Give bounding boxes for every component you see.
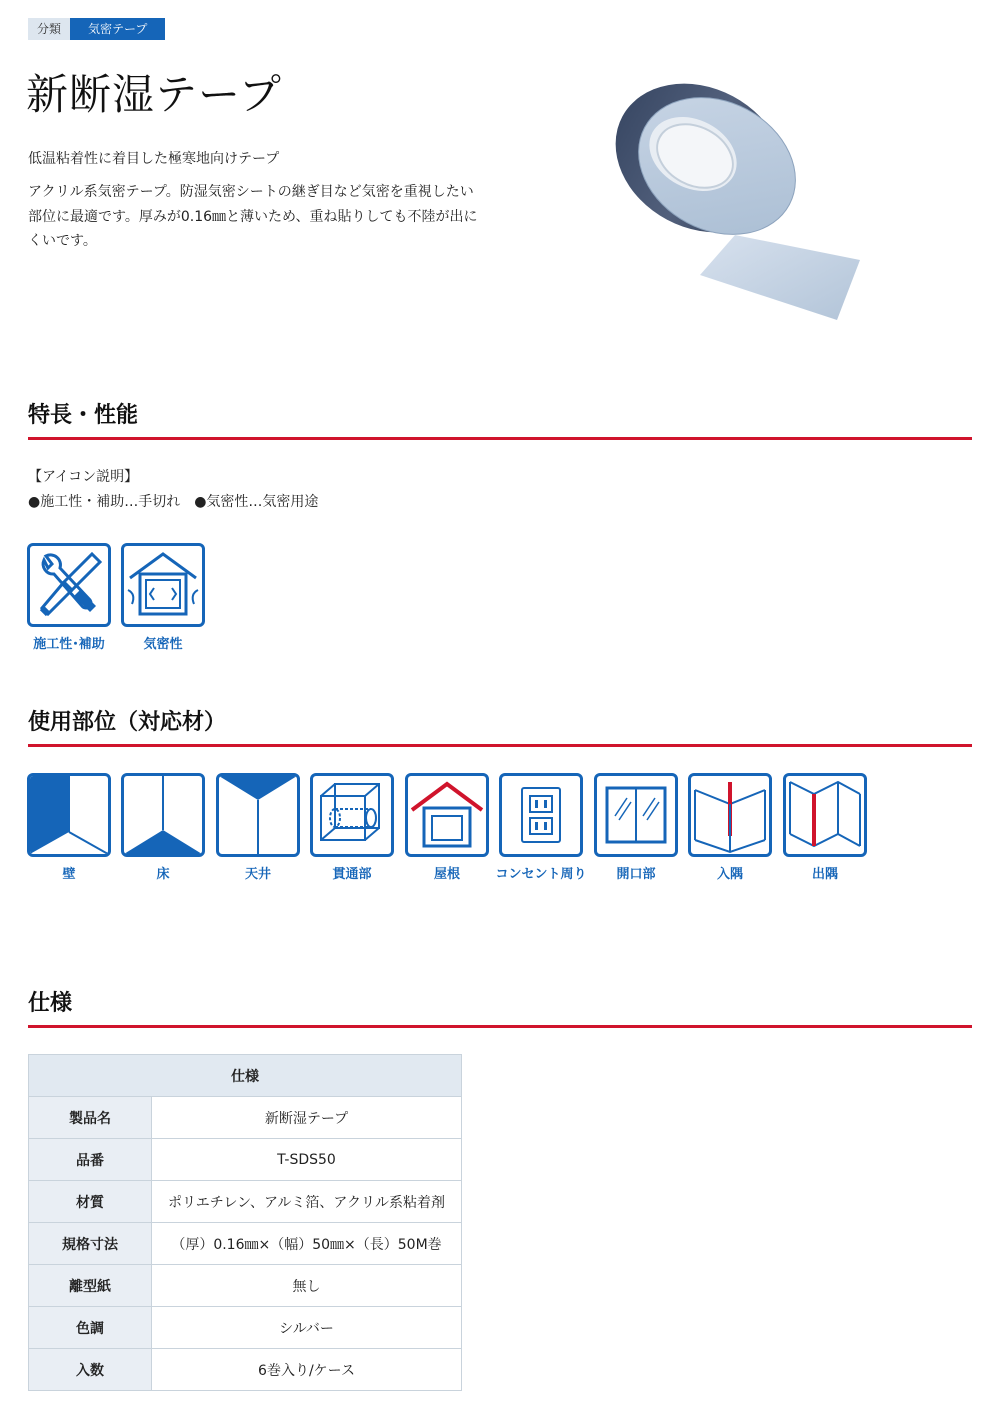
spec-value: 無し: [152, 1265, 462, 1307]
product-image: [605, 70, 870, 325]
table-row: [29, 1181, 462, 1223]
spec-value: （厚）0.16㎜×（幅）50㎜×（長）50M巻: [152, 1223, 462, 1265]
product-tagline: 低温粘着性に着目した極寒地向けテープ: [28, 151, 280, 167]
table-row: [29, 1223, 462, 1265]
category-tag: [28, 18, 165, 40]
spec-value: 6巻入り/ケース: [152, 1349, 462, 1391]
outside-corner-icon: [783, 773, 867, 857]
feature-label: 施工性･補助: [33, 637, 105, 652]
usage-label: コンセント周り: [495, 867, 587, 882]
spec-key: 材質: [29, 1181, 152, 1223]
feature-label: 気密性: [143, 637, 183, 652]
table-row: [29, 1097, 462, 1139]
spec-value: シルバー: [152, 1307, 462, 1349]
spec-value: ポリエチレン、アルミ箔、アクリル系粘着剤: [152, 1181, 462, 1223]
spec-key: 離型紙: [29, 1265, 152, 1307]
usage-label: 貫通部: [332, 867, 372, 882]
ceiling-icon: [216, 773, 300, 857]
table-header-row: [29, 1055, 462, 1097]
usage-label: 屋根: [433, 867, 460, 882]
section-divider: [28, 437, 972, 440]
category-label: 分類: [28, 18, 70, 40]
table-header: 仕様: [29, 1055, 462, 1097]
spec-value: T-SDS50: [152, 1139, 462, 1181]
spec-value: 新断湿テープ: [152, 1097, 462, 1139]
usage-label: 開口部: [616, 867, 656, 882]
table-row: [29, 1265, 462, 1307]
spec-key: 製品名: [29, 1097, 152, 1139]
spec-heading: 仕様: [28, 991, 73, 1016]
section-divider: [28, 1025, 972, 1028]
product-description: アクリル系気密テープ。防湿気密シートの継ぎ目など気密を重視したい部位に最適です。厚みが0.16㎜と薄いため、重ね貼りしても不陸が出にくいです。: [28, 184, 478, 249]
table-row: [29, 1139, 462, 1181]
section-divider: [28, 744, 972, 747]
spec-key: 入数: [29, 1349, 152, 1391]
category-value[interactable]: 気密テープ: [70, 18, 165, 40]
table-row: [29, 1349, 462, 1391]
spec-key: 品番: [29, 1139, 152, 1181]
usage-label: 床: [156, 867, 170, 882]
wall-icon: [27, 773, 111, 857]
inside-corner-icon: [688, 773, 772, 857]
tools-icon: [27, 543, 111, 627]
table-row: [29, 1307, 462, 1349]
floor-icon: [121, 773, 205, 857]
usage-heading: 使用部位（対応材）: [28, 710, 227, 735]
product-title: 新断湿テープ: [26, 70, 282, 119]
airtight-house-icon: [121, 543, 205, 627]
icon-caption: 【アイコン説明】: [28, 469, 139, 485]
features-heading: 特長・性能: [28, 403, 139, 428]
usage-label: 出隅: [811, 867, 838, 882]
roof-icon: [405, 773, 489, 857]
outlet-icon: [499, 773, 583, 857]
icon-legend: ●施工性・補助…手切れ ●気密性…気密用途: [28, 494, 319, 510]
opening-icon: [594, 773, 678, 857]
usage-label: 入隅: [716, 867, 743, 882]
penetration-icon: [310, 773, 394, 857]
spec-key: 規格寸法: [29, 1223, 152, 1265]
usage-label: 壁: [62, 867, 76, 882]
spec-table: [28, 1054, 462, 1391]
usage-label: 天井: [244, 867, 271, 882]
spec-key: 色調: [29, 1307, 152, 1349]
